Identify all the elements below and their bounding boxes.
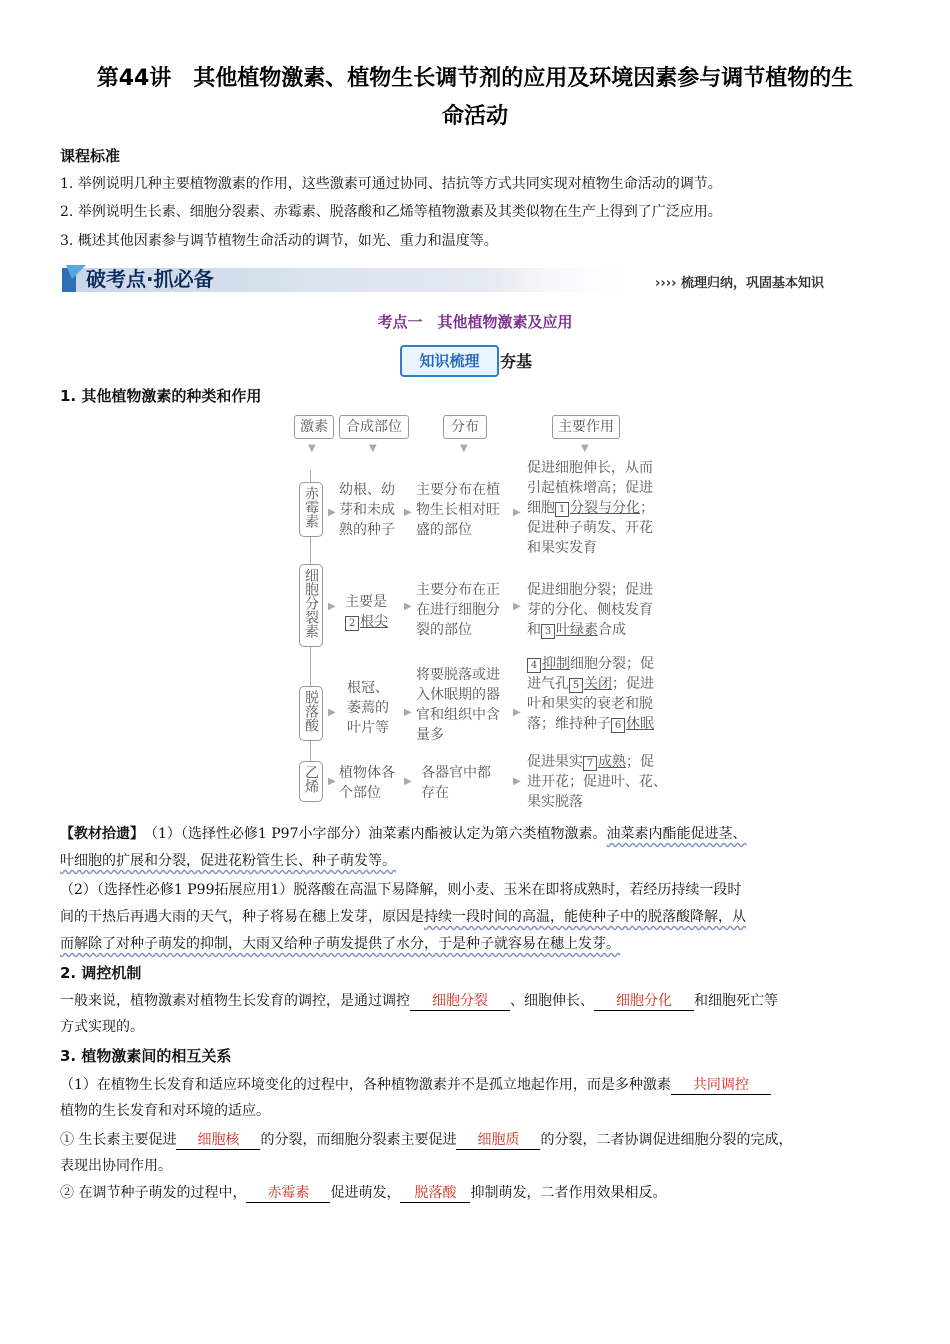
- standards-heading: 课程标准: [60, 147, 121, 165]
- banner-subtitle: ›››› 梳理归纳，巩固基本知识: [655, 276, 824, 291]
- cell-line: 官和组织中含: [416, 707, 500, 723]
- triangle-right-icon: ▶: [404, 601, 412, 612]
- triangle-right-icon: ▶: [513, 507, 521, 518]
- cell-line: [345, 612, 388, 632]
- jiaocai-wavy: 而解除了对种子萌发的抑制，大雨又给种子萌发提供了水分，于是种子就容易在穗上发芽。: [60, 936, 620, 952]
- jiaocai-line4: [60, 904, 746, 930]
- text: 的分裂，而细胞分裂素主要促进: [260, 1132, 457, 1148]
- text: 的分裂，二者协调促进细胞分裂的完成，: [540, 1132, 793, 1148]
- cell-line: 熟的种子: [339, 522, 395, 538]
- cell-line: 量多: [416, 727, 444, 743]
- section2-heading: 2. 调控机制: [60, 964, 142, 982]
- cell-line: [527, 620, 653, 640]
- section2-line1: [60, 989, 778, 1013]
- cell-line: 主要是: [345, 594, 387, 610]
- header-site: 合成部位: [339, 415, 409, 439]
- row2-distribution: [416, 580, 500, 640]
- jiaocai-line5: [60, 931, 620, 957]
- header-function: 主要作用: [552, 415, 620, 439]
- triangle-right-icon: ▶: [328, 507, 336, 518]
- section3-p3: [60, 1181, 666, 1205]
- blank-answer: 关闭: [584, 676, 612, 692]
- standard-item-1: 1. 举例说明几种主要植物激素的作用，这些激素可通过协同、拮抗等方式共同实现对植物生命活动的调节。: [60, 176, 722, 192]
- section3-p2-line1: [60, 1128, 792, 1152]
- triangle-right-icon: ▶: [404, 507, 412, 518]
- standard-item-3: 3. 概述其他因素参与调节植物生命活动的调节，如光、重力和温度等。: [60, 233, 498, 249]
- cell-line: [527, 654, 654, 674]
- blank-number: 1: [555, 502, 569, 517]
- answer-blank: 脱落酸: [400, 1184, 470, 1203]
- kaodian-title: 考点一 其他植物激素及应用: [377, 313, 573, 331]
- triangle-right-icon: ▶: [513, 601, 521, 612]
- text: 促进萌发，: [330, 1185, 401, 1201]
- hormone-cytokinin: [299, 564, 323, 647]
- row3-function: [527, 654, 654, 734]
- cell-line: 入休眠期的器: [416, 687, 500, 703]
- standard-item-2: 2. 举例说明生长素、细胞分裂素、赤霉素、脱落酸和乙烯等植物激素及其类似物在生产上得到了广泛应用。: [60, 204, 722, 220]
- cell-line: 芽和未成: [339, 502, 395, 518]
- cell-line: 芽的分化、侧枝发育: [527, 602, 653, 618]
- text: 和细胞死亡等: [694, 993, 778, 1009]
- hormone-abscisic-acid: [299, 686, 323, 741]
- jiaocai-text: 脱落酸在高温下易降解，则小麦、玉米在即将成熟时，若经历持续一段时: [293, 882, 742, 898]
- row1-site: [339, 480, 395, 540]
- arrow-down-icon: ▼: [308, 443, 316, 454]
- cell-line: 主要分布在正: [416, 582, 500, 598]
- text: （1）在植物生长发育和适应环境变化的过程中，各种植物激素并不是孤立地起作用，而是多种激素: [60, 1077, 671, 1093]
- row4-function: [527, 752, 667, 812]
- blank-answer: 休眠: [626, 716, 654, 732]
- triangle-right-icon: ▶: [404, 776, 412, 787]
- banner-title: 破考点·抓必备: [86, 267, 214, 291]
- section3-p1-line1: [60, 1073, 771, 1097]
- arrow-down-icon: ▼: [460, 443, 468, 454]
- text: 抑制萌发，二者作用效果相反。: [470, 1185, 667, 1201]
- answer-blank: 赤霉素: [246, 1184, 330, 1203]
- cell-line: 果实脱落: [527, 794, 583, 810]
- jiaocai-text: （2）（选择性必修1 P99拓展应用1）: [60, 882, 294, 898]
- cell-text: 和: [527, 622, 541, 638]
- cell-line: [527, 674, 654, 694]
- cell-line: 盛的部位: [416, 522, 472, 538]
- triangle-right-icon: ▶: [328, 707, 336, 718]
- cell-line: 叶和果实的衰老和脱: [527, 696, 653, 712]
- hormone-label: 乙烯: [303, 765, 319, 793]
- cell-line: 引起植株增高；促进: [527, 480, 653, 496]
- text: 一般来说，植物激素对植物生长发育的调控，是通过调控: [60, 993, 410, 1009]
- cell-text: ；: [640, 500, 654, 516]
- blank-number: 4: [527, 658, 541, 673]
- jiaocai-wavy: 油菜素内酯能促进茎、: [606, 826, 747, 842]
- arrow-down-icon: ▼: [581, 443, 589, 454]
- jiaocai-line1: [60, 821, 747, 847]
- row2-function: [527, 580, 653, 640]
- cell-line: 进开花；促进叶、花、: [527, 774, 667, 790]
- jiaocai-wavy: 叶细胞的扩展和分裂，促进花粉管生长、种子萌发等。: [60, 853, 396, 869]
- text: ① 生长素主要促进: [60, 1132, 177, 1148]
- cell-text: 落；维持种子: [527, 716, 611, 732]
- jiaocai-wavy: 持续一段时间的高温，能使种子中的脱落酸降解，从: [424, 909, 746, 925]
- hormone-label: 赤霉素: [303, 486, 319, 528]
- triangle-right-icon: ▶: [513, 776, 521, 787]
- cell-line: 植物体各: [339, 765, 395, 781]
- header-distribution: 分布: [443, 415, 487, 439]
- blank-answer: 叶绿素: [556, 622, 598, 638]
- cell-line: 各器官中都: [421, 765, 491, 781]
- jiaocai-text: 间的干热后再遇大雨的天气，种子将易在穗上发芽，原因是: [60, 909, 424, 925]
- cell-line: 裂的部位: [416, 622, 472, 638]
- blank-number: 3: [541, 624, 555, 639]
- triangle-right-icon: ▶: [328, 776, 336, 787]
- cell-line: 和果实发育: [527, 540, 597, 556]
- section3-p2-line2: 表现出协同作用。: [60, 1158, 172, 1174]
- cell-text: 细胞: [527, 500, 555, 516]
- row2-site: [345, 592, 388, 632]
- cell-line: 个部位: [339, 785, 381, 801]
- cell-text: 进气孔: [527, 676, 569, 692]
- text: ② 在调节种子萌发的过程中，: [60, 1185, 247, 1201]
- blank-answer: 根尖: [360, 614, 388, 630]
- section3-heading: 3. 植物激素间的相互关系: [60, 1047, 232, 1065]
- triangle-right-icon: ▶: [404, 707, 412, 718]
- row1-function: [527, 458, 654, 558]
- cell-line: 促进种子萌发、开花: [527, 520, 653, 536]
- answer-blank: 细胞质: [456, 1131, 540, 1150]
- cell-text: ；促: [626, 754, 654, 770]
- blank-answer: 成熟: [598, 754, 626, 770]
- cell-line: 萎蔫的: [347, 700, 389, 716]
- answer-blank: 细胞核: [176, 1131, 260, 1150]
- triangle-right-icon: ▶: [328, 601, 336, 612]
- row4-site: [339, 763, 395, 803]
- answer-blank: 共同调控: [671, 1076, 771, 1095]
- hormone-ethylene: [299, 761, 323, 802]
- blank-number: 2: [345, 616, 359, 631]
- cell-line: [527, 752, 667, 772]
- cell-line: 在进行细胞分: [416, 602, 500, 618]
- blank-number: 6: [611, 718, 625, 733]
- zhishi-side: 夯基: [500, 352, 533, 371]
- triangle-right-icon: ▶: [513, 707, 521, 718]
- jiaocai-text: （1）（选择性必修1 P97小字部分）油菜素内酯被认定为第六类植物激素。: [151, 826, 607, 842]
- blank-number: 7: [583, 756, 597, 771]
- jiaocai-tag: 【教材拾遗】: [60, 826, 137, 842]
- hormone-label: 脱落酸: [303, 690, 319, 732]
- title-line2: 命活动: [441, 104, 508, 129]
- hormone-gibberellin: [299, 482, 323, 537]
- blank-answer: 分裂与分化: [570, 500, 640, 516]
- cell-text: 细胞分裂；促: [570, 656, 654, 672]
- jiaocai-line2: [60, 848, 396, 874]
- section3-p1-line2: 植物的生长发育和对环境的适应。: [60, 1103, 270, 1119]
- cell-line: [527, 714, 654, 734]
- cell-text: 合成: [598, 622, 626, 638]
- cell-text: 促进果实: [527, 754, 583, 770]
- row1-distribution: [416, 480, 500, 540]
- cell-line: 促进细胞分裂；促进: [527, 582, 653, 598]
- text: 、细胞伸长、: [510, 993, 594, 1009]
- section1-heading: 1. 其他植物激素的种类和作用: [60, 387, 262, 405]
- header-hormone: 激素: [294, 415, 334, 439]
- blank-number: 5: [569, 678, 583, 693]
- cell-line: 物生长相对旺: [416, 502, 500, 518]
- blank-answer: 抑制: [542, 656, 570, 672]
- cell-line: 将要脱落或进: [416, 667, 500, 683]
- jiaocai-line3: [60, 877, 741, 903]
- cell-line: 根冠、: [347, 680, 389, 696]
- cell-line: 存在: [421, 785, 449, 801]
- answer-blank: 细胞分裂: [410, 992, 510, 1011]
- zhishi-box: 知识梳理: [400, 345, 499, 377]
- cell-line: 叶片等: [347, 720, 389, 736]
- cell-line: 主要分布在植: [416, 482, 500, 498]
- cell-line: 促进细胞伸长，从而: [527, 460, 653, 476]
- row3-distribution: [416, 665, 500, 745]
- cell-line: 幼根、幼: [339, 482, 395, 498]
- hormone-label: 细胞分裂素: [303, 568, 319, 638]
- section2-line2: 方式实现的。: [60, 1019, 144, 1035]
- arrow-down-icon: ▼: [369, 443, 377, 454]
- cell-text: ；促进: [612, 676, 654, 692]
- row4-distribution: [421, 763, 491, 803]
- page-title: [40, 60, 910, 136]
- title-line1: 第44讲 其他植物激素、植物生长调节剂的应用及环境因素参与调节植物的生: [96, 66, 854, 91]
- cell-line: [527, 498, 654, 518]
- row3-site: [347, 678, 389, 738]
- answer-blank: 细胞分化: [594, 992, 694, 1011]
